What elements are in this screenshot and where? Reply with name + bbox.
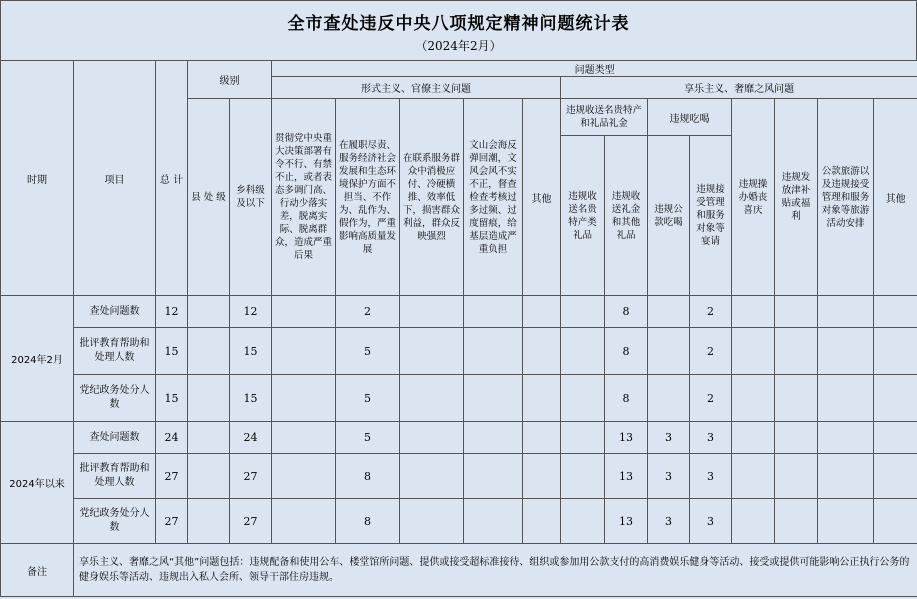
f2-cell: 2 [336,296,400,328]
f-other-cell [523,328,561,375]
note-label: 备注 [1,544,74,597]
f2-cell: 5 [336,422,400,454]
f1-cell [272,499,336,544]
eat1-cell: 3 [648,422,690,454]
period-cell: 2024年以来 [1,422,74,544]
eat1-cell [648,296,690,328]
table-row [1,296,917,328]
h5-cell [818,328,874,375]
page-subtitle: （2024年2月） [415,39,502,53]
f-other-cell [523,375,561,422]
col-formalism-1-header: 贯彻党中央重大决策部署有令不行、有禁不止，或者表态多调门高、行动少落实差，脱离实际、脱离群众，造成严重后果 [272,99,336,296]
h4-cell [775,296,818,328]
f1-cell [272,454,336,499]
col-gift-2-header: 违规收送礼金和其他礼品 [605,136,648,296]
total-cell: 15 [156,375,188,422]
col-formalism-4-header: 文山会海反弹回潮，文风会风不实不正，督查检查考核过多过频、过度留痕，给基层造成严重负担 [464,99,523,296]
f2-cell: 5 [336,375,400,422]
county-cell [188,328,230,375]
gift1-cell [561,422,605,454]
col-total-header: 总 计 [156,61,188,296]
table-row [1,328,917,375]
h-other-cell [874,422,917,454]
f4-cell [464,499,523,544]
f3-cell [400,454,464,499]
gift2-cell: 13 [605,422,648,454]
col-hedonism-4-header: 违规发放津补贴或福利 [775,99,818,296]
f4-cell [464,375,523,422]
township-cell: 24 [230,422,272,454]
col-gift-group-header: 违规收送名贵特产和礼品礼金 [561,99,648,136]
eat1-cell [648,375,690,422]
h3-cell [732,454,775,499]
f3-cell [400,499,464,544]
h5-cell [818,454,874,499]
gift1-cell [561,375,605,422]
eat2-cell: 2 [690,296,732,328]
h5-cell [818,375,874,422]
h4-cell [775,454,818,499]
eat2-cell: 3 [690,499,732,544]
f1-cell [272,422,336,454]
gift1-cell [561,499,605,544]
h3-cell [732,296,775,328]
township-cell: 15 [230,375,272,422]
h3-cell [732,328,775,375]
col-item-header: 项目 [74,61,156,296]
h5-cell [818,296,874,328]
note-row [1,544,917,597]
f4-cell [464,296,523,328]
township-cell: 12 [230,296,272,328]
col-township-header: 乡科级及以下 [230,99,272,296]
h4-cell [775,499,818,544]
h-other-cell [874,499,917,544]
item-cell: 查处问题数 [74,296,156,328]
county-cell [188,499,230,544]
township-cell: 15 [230,328,272,375]
f4-cell [464,454,523,499]
gift2-cell: 8 [605,328,648,375]
col-gift-1-header: 违规收送名贵特产类礼品 [561,136,605,296]
col-eat-2-header: 违规接受管理和服务对象等宴请 [690,136,732,296]
col-hedonism-other-header: 其他 [874,99,917,296]
total-cell: 12 [156,296,188,328]
eat1-cell [648,328,690,375]
col-hedonism-3-header: 违规操办婚丧喜庆 [732,99,775,296]
f3-cell [400,375,464,422]
col-hedonism-header: 享乐主义、奢靡之风问题 [561,77,917,99]
col-formalism-3-header: 在联系服务群众中消极应付、冷硬横推、效率低下，损害群众利益，群众反映强烈 [400,99,464,296]
county-cell [188,422,230,454]
item-cell: 批评教育帮助和处理人数 [74,328,156,375]
total-cell: 27 [156,454,188,499]
gift1-cell [561,296,605,328]
county-cell [188,375,230,422]
f2-cell: 8 [336,499,400,544]
gift2-cell: 8 [605,375,648,422]
f3-cell [400,422,464,454]
township-cell: 27 [230,499,272,544]
item-cell: 批评教育帮助和处理人数 [74,454,156,499]
h4-cell [775,375,818,422]
f1-cell [272,328,336,375]
col-issue-type-header: 问题类型 [272,61,917,77]
gift2-cell: 13 [605,499,648,544]
h5-cell [818,499,874,544]
h5-cell [818,422,874,454]
col-hedonism-5-header: 公款旅游以及违规接受管理和服务对象等旅游活动安排 [818,99,874,296]
h3-cell [732,375,775,422]
f-other-cell [523,422,561,454]
col-level-header: 级别 [188,61,272,99]
f1-cell [272,296,336,328]
township-cell: 27 [230,454,272,499]
eat1-cell: 3 [648,499,690,544]
f-other-cell [523,499,561,544]
h-other-cell [874,454,917,499]
statistics-table [0,60,917,597]
f4-cell [464,422,523,454]
eat2-cell: 2 [690,375,732,422]
h4-cell [775,422,818,454]
total-cell: 27 [156,499,188,544]
col-eat-group-header: 违规吃喝 [648,99,732,136]
table-row [1,499,917,544]
gift1-cell [561,454,605,499]
gift1-cell [561,328,605,375]
f3-cell [400,328,464,375]
total-cell: 15 [156,328,188,375]
h-other-cell [874,328,917,375]
table-row [1,422,917,454]
total-cell: 24 [156,422,188,454]
eat1-cell: 3 [648,454,690,499]
h3-cell [732,499,775,544]
h3-cell [732,422,775,454]
gift2-cell: 13 [605,454,648,499]
note-text: 享乐主义、奢靡之风“其他”问题包括：违规配备和使用公车、楼堂馆所问题、提供或接受超标准接待、组织或参加用公款支付的高消费娱乐健身等活动、接受或提供可能影响公正执行公务的健身娱乐等活动、违规出入私人会所、领导干部住房违规。 [74,544,917,597]
item-cell: 查处问题数 [74,422,156,454]
eat2-cell: 3 [690,422,732,454]
col-formalism-other-header: 其他 [523,99,561,296]
col-county-header: 县 处 级 [188,99,230,296]
f1-cell [272,375,336,422]
eat2-cell: 2 [690,328,732,375]
col-period-header: 时期 [1,61,74,296]
item-cell: 党纪政务处分人数 [74,499,156,544]
page-title: 全市查处违反中央八项规定精神问题统计表 [287,14,630,34]
county-cell [188,454,230,499]
f-other-cell [523,454,561,499]
col-formalism-header: 形式主义、官僚主义问题 [272,77,561,99]
gift2-cell: 8 [605,296,648,328]
f-other-cell [523,296,561,328]
title-block [0,0,917,60]
eat2-cell: 3 [690,454,732,499]
f4-cell [464,328,523,375]
col-eat-1-header: 违规公款吃喝 [648,136,690,296]
f3-cell [400,296,464,328]
h-other-cell [874,296,917,328]
col-formalism-2-header: 在履职尽责、服务经济社会发展和生态环境保护方面不担当、不作为、乱作为、假作为，严重影响高质量发展 [336,99,400,296]
item-cell: 党纪政务处分人数 [74,375,156,422]
h-other-cell [874,375,917,422]
table-row [1,454,917,499]
f2-cell: 5 [336,328,400,375]
table-row [1,375,917,422]
period-cell: 2024年2月 [1,296,74,422]
f2-cell: 8 [336,454,400,499]
h4-cell [775,328,818,375]
county-cell [188,296,230,328]
